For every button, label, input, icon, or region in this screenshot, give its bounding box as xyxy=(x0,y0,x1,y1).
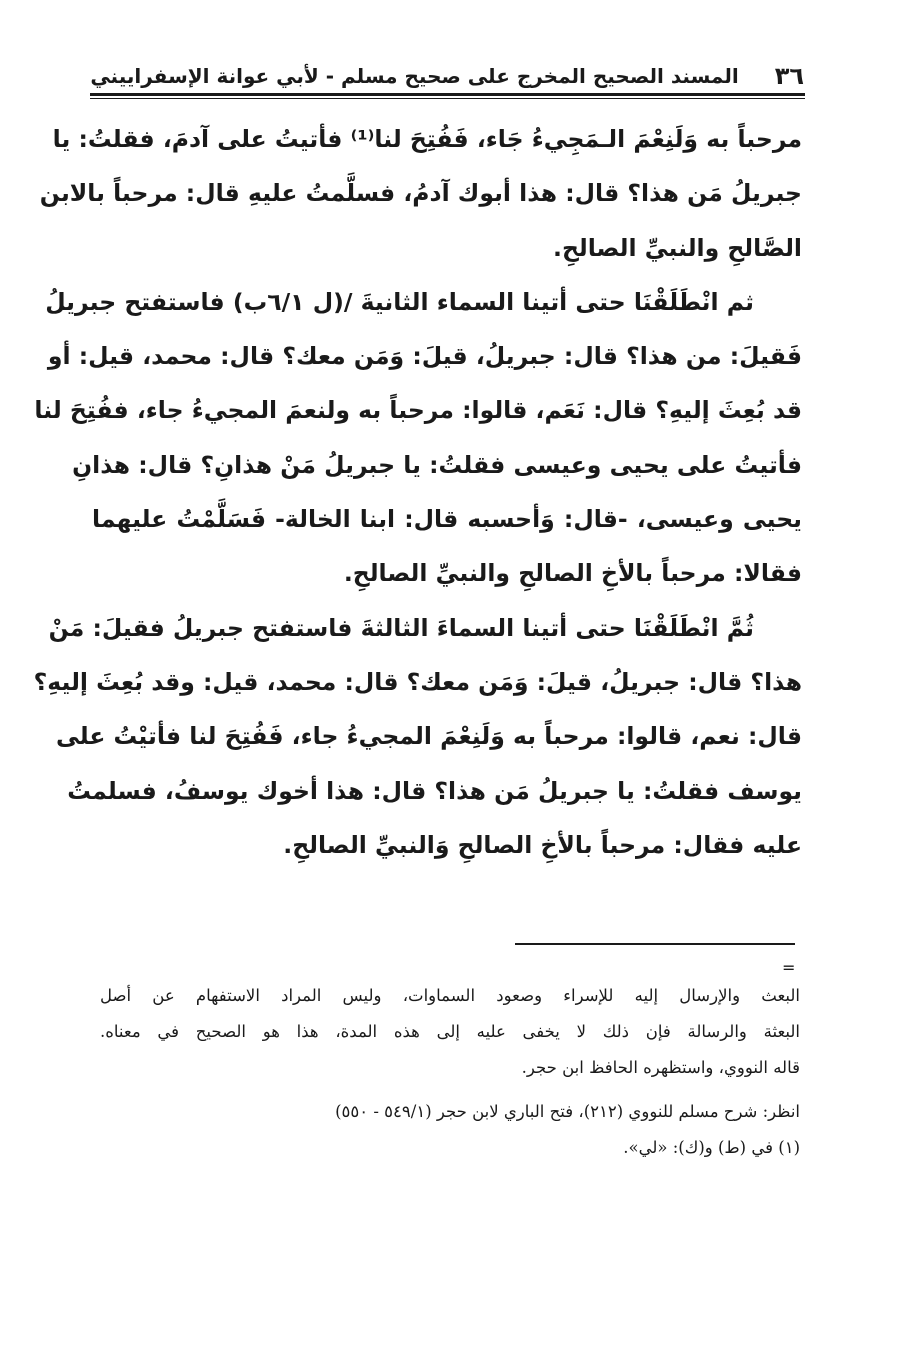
footnote-continuation-mark: = xyxy=(782,958,796,977)
text-line: يوسف فقلتُ: يا جبريلُ مَن هذا؟ قال: هذا أخوك يوسفُ، فسلمتُ xyxy=(67,776,802,805)
page-number: ٣٦ xyxy=(774,62,804,90)
page-header xyxy=(92,60,804,92)
footnotes xyxy=(100,978,800,1166)
text-line: ثُمَّ انْطَلَقْنَا حتى أتينا السماءَ الثالثةَ فاستفتح جبريلُ فقيلَ: مَنْ xyxy=(48,613,754,642)
text-line: قال: نعم، قالوا: مرحباً به وَلَنِعْمَ المجيءُ جاء، فَفُتِحَ لنا فأتيْتُ على xyxy=(55,722,802,751)
text-line: جبريلُ مَن هذا؟ قال: هذا أبوك آدمُ، فسلَّمتُ عليهِ قال: مرحباً بالابن xyxy=(39,179,802,208)
text-line: فأتيتُ على يحيى وعيسى فقلتُ: يا جبريلُ مَنْ هذانِ؟ قال: هذانِ xyxy=(72,450,802,479)
footnote-line: (١) في (ط) و(ك): «لي». xyxy=(623,1138,800,1157)
text-line: هذا؟ قال: جبريلُ، قيلَ: وَمَن معك؟ قال: محمد، قيل: وقد بُعِثَ إليهِ؟ xyxy=(33,667,802,696)
footnote-line: قاله النووي، واستظهره الحافظ ابن حجر. xyxy=(521,1058,800,1077)
footnote-line: البعثة والرسالة فإن ذلك لا يخفى عليه إلى هذه المدة، هذا هو الصحيح في معناه. xyxy=(100,1022,800,1041)
text-line: الصَّالحِ والنبيِّ الصالحِ. xyxy=(553,233,802,262)
header-rule-thick xyxy=(90,93,805,96)
text-line: يحيى وعيسى، -قال: وَأحسبه قال: ابنا الخالة- فَسَلَّمْتُ عليهما xyxy=(92,505,802,534)
footnote-gap xyxy=(100,1086,800,1094)
text-line: قد بُعِثَ إليهِ؟ قال: نَعَم، قالوا: مرحباً به ولنعمَ المجيءُ جاء، ففُتِحَ لنا xyxy=(34,396,802,425)
header-rule-thin xyxy=(90,98,805,99)
footnote-line: انظر: شرح مسلم للنووي (٢١٢)، فتح الباري لابن حجر (٥٤٩/١ - ٥٥٠) xyxy=(335,1102,800,1121)
text-line: ثم انْطَلَقْنَا حتى أتينا السماء الثانيةَ /(ل ٦/١ب) فاستفتح جبريلُ xyxy=(45,287,754,316)
running-title: المسند الصحيح المخرج على صحيح مسلم - لأبي عوانة الإسفراييني xyxy=(90,64,739,88)
text-line: مرحباً به وَلَنِعْمَ الـمَجِيءُ جَاء، فَفُتِحَ لنا⁽¹⁾ فأتيتُ على آدمَ، فقلتُ: يا xyxy=(52,125,802,153)
text-line: عليه فقال: مرحباً بالأخِ الصالحِ وَالنبيِّ الصالحِ. xyxy=(283,830,802,859)
footnote-line: البعث والإرسال إليه للإسراء وصعود السماوات، وليس المراد الاستفهام عن أصل xyxy=(100,986,800,1005)
footnote-separator xyxy=(515,943,795,945)
text-line: فقالا: مرحباً بالأخِ الصالحِ والنبيِّ الصالحِ. xyxy=(343,559,802,588)
text-line: فَقيلَ: من هذا؟ قال: جبريلُ، قيلَ: وَمَن معك؟ قال: محمد، قيل: أو xyxy=(47,342,802,371)
main-text xyxy=(33,112,802,872)
